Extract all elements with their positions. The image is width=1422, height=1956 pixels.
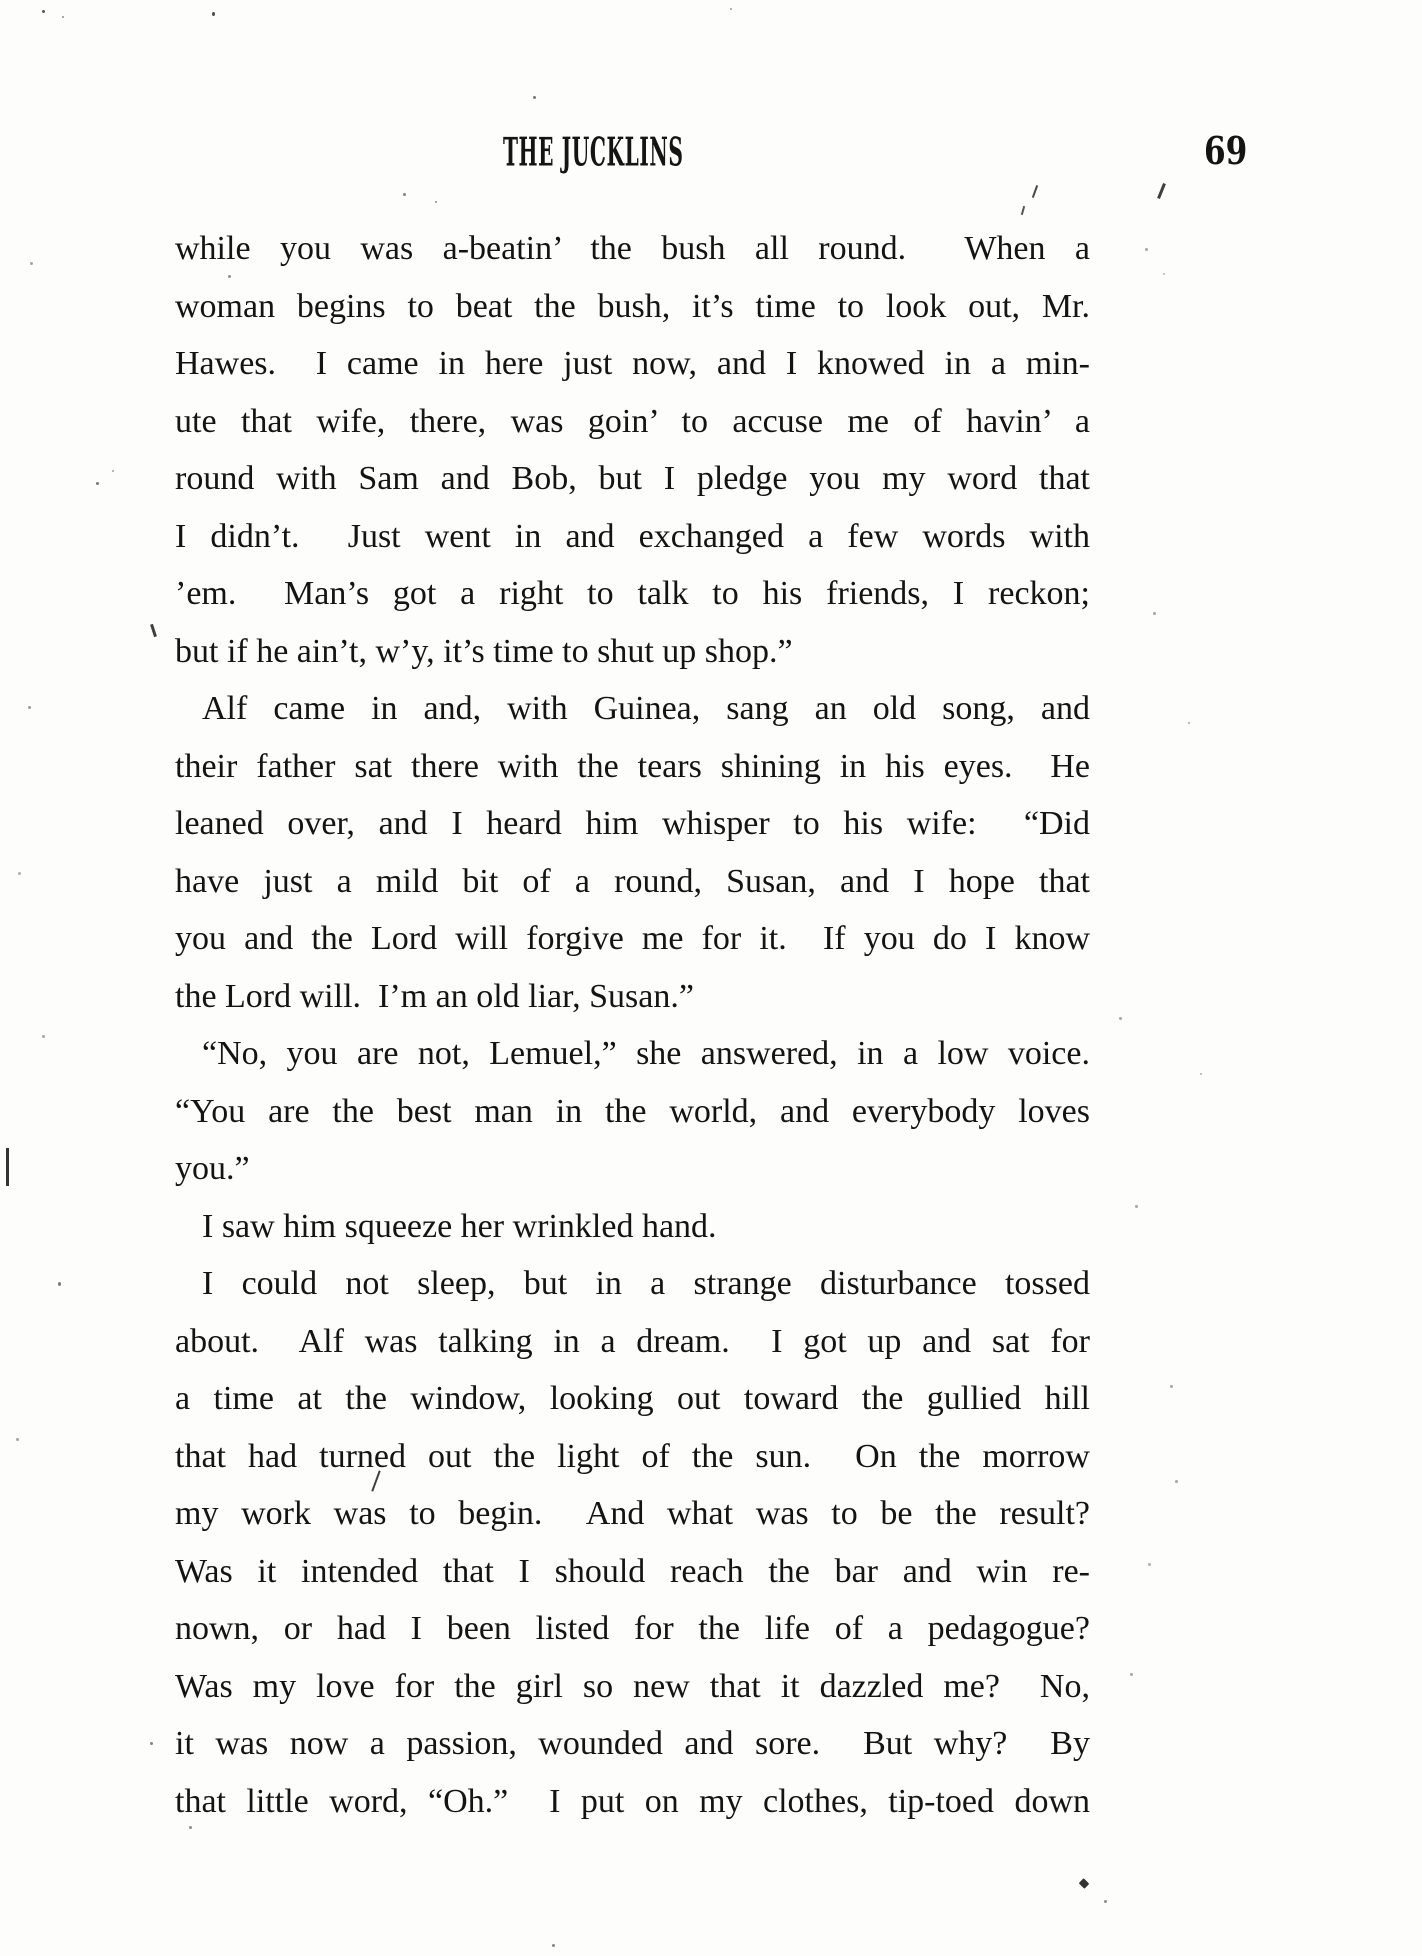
scan-artifact (1021, 206, 1025, 215)
text-line: Was it intended that I should reach the bar and win re- (175, 1552, 1090, 1590)
scan-artifact (1157, 183, 1166, 199)
text-line: you and the Lord will forgive me for it. If you do I know (175, 920, 1090, 957)
scan-artifact (1104, 1900, 1107, 1903)
text-line: round with Sam and Bob, but I pledge you my word that (175, 460, 1090, 497)
scan-artifact (1188, 722, 1190, 724)
scan-artifact (62, 16, 64, 18)
text-line: it was now a passion, wounded and sore. But why? By (175, 1725, 1090, 1762)
text-line: their father sat there with the tears shining in his eyes. He (175, 747, 1090, 785)
text-line: my work was to begin. And what was to be the result? (175, 1495, 1090, 1532)
scan-artifact (189, 1826, 192, 1829)
scan-artifact (150, 624, 157, 637)
scan-artifact (16, 1438, 19, 1441)
scan-artifact (1175, 1480, 1178, 1483)
scan-artifact (730, 8, 732, 10)
text-line: I could not sleep, but in a strange disturbance tossed (202, 1265, 1090, 1302)
scan-artifact (42, 1035, 45, 1038)
scan-artifact (228, 275, 231, 278)
text-line: woman begins to beat the bush, it’s time to look out, Mr. (175, 287, 1090, 325)
text-line: I saw him squeeze her wrinkled hand. (202, 1207, 717, 1245)
text-line: while you was a-beatin’ the bush all round. When a (175, 230, 1090, 267)
scan-artifact (58, 1282, 61, 1286)
scan-artifact (435, 201, 437, 203)
scan-artifact (1148, 1563, 1151, 1566)
scan-artifact (1170, 1385, 1173, 1388)
scan-artifact (1153, 612, 1156, 615)
scan-artifact (96, 482, 99, 485)
scan-artifact (28, 706, 31, 709)
scan-artifact (1200, 1073, 1202, 1075)
scan-artifact (1145, 248, 1148, 251)
body-text (175, 220, 1090, 1830)
scan-artifact (1032, 185, 1038, 198)
text-line: leaned over, and I heard him whisper to his wife: “Did (175, 805, 1090, 842)
text-line: that had turned out the light of the sun. On the morrow (175, 1437, 1090, 1475)
text-line: you.” (175, 1150, 250, 1187)
scan-artifact (403, 193, 406, 196)
scan-artifact (6, 1148, 9, 1186)
text-line: “You are the best man in the world, and everybody loves (175, 1092, 1090, 1130)
text-line: Hawes. I came in here just now, and I knowed in a min- (175, 345, 1090, 382)
text-line: but if he ain’t, w’y, it’s time to shut up shop.” (175, 632, 793, 670)
scan-artifact (1135, 1205, 1138, 1208)
text-line: I didn’t. Just went in and exchanged a few words with (175, 517, 1090, 555)
text-line: “No, you are not, Lemuel,” she answered, in a low voice. (202, 1035, 1090, 1072)
scan-artifact (112, 470, 114, 472)
scan-artifact (42, 10, 45, 13)
scan-artifact (150, 1742, 153, 1745)
running-title: THE JUCKLINS (503, 130, 684, 176)
text-line: Alf came in and, with Guinea, sang an old song, and (202, 690, 1090, 727)
text-line: Was my love for the girl so new that it dazzled me? No, (175, 1667, 1090, 1705)
scan-artifact (552, 1944, 555, 1947)
scan-artifact (533, 96, 536, 99)
text-line: ’em. Man’s got a right to talk to his friends, I reckon; (175, 575, 1090, 612)
text-line: that little word, “Oh.” I put on my clothes, tip-toed down (175, 1782, 1090, 1820)
scan-artifact (1119, 1017, 1122, 1020)
text-line: about. Alf was talking in a dream. I got up and sat for (175, 1322, 1090, 1360)
text-line: nown, or had I been listed for the life of a pedagogue? (175, 1610, 1090, 1647)
text-line: ute that wife, there, was goin’ to accuse me of havin’ a (175, 402, 1090, 440)
text-line: a time at the window, looking out toward the gullied hill (175, 1380, 1090, 1417)
text-line: the Lord will. I’m an old liar, Susan.” (175, 977, 694, 1015)
scan-artifact (212, 12, 215, 16)
scan-artifact (18, 872, 21, 875)
text-line: have just a mild bit of a round, Susan, and I hope that (175, 862, 1090, 900)
scan-artifact (1079, 1878, 1090, 1889)
scan-artifact (30, 262, 33, 265)
page-number: 69 (1204, 128, 1248, 173)
scan-artifact (1130, 1673, 1133, 1676)
scan-artifact (1163, 273, 1165, 275)
